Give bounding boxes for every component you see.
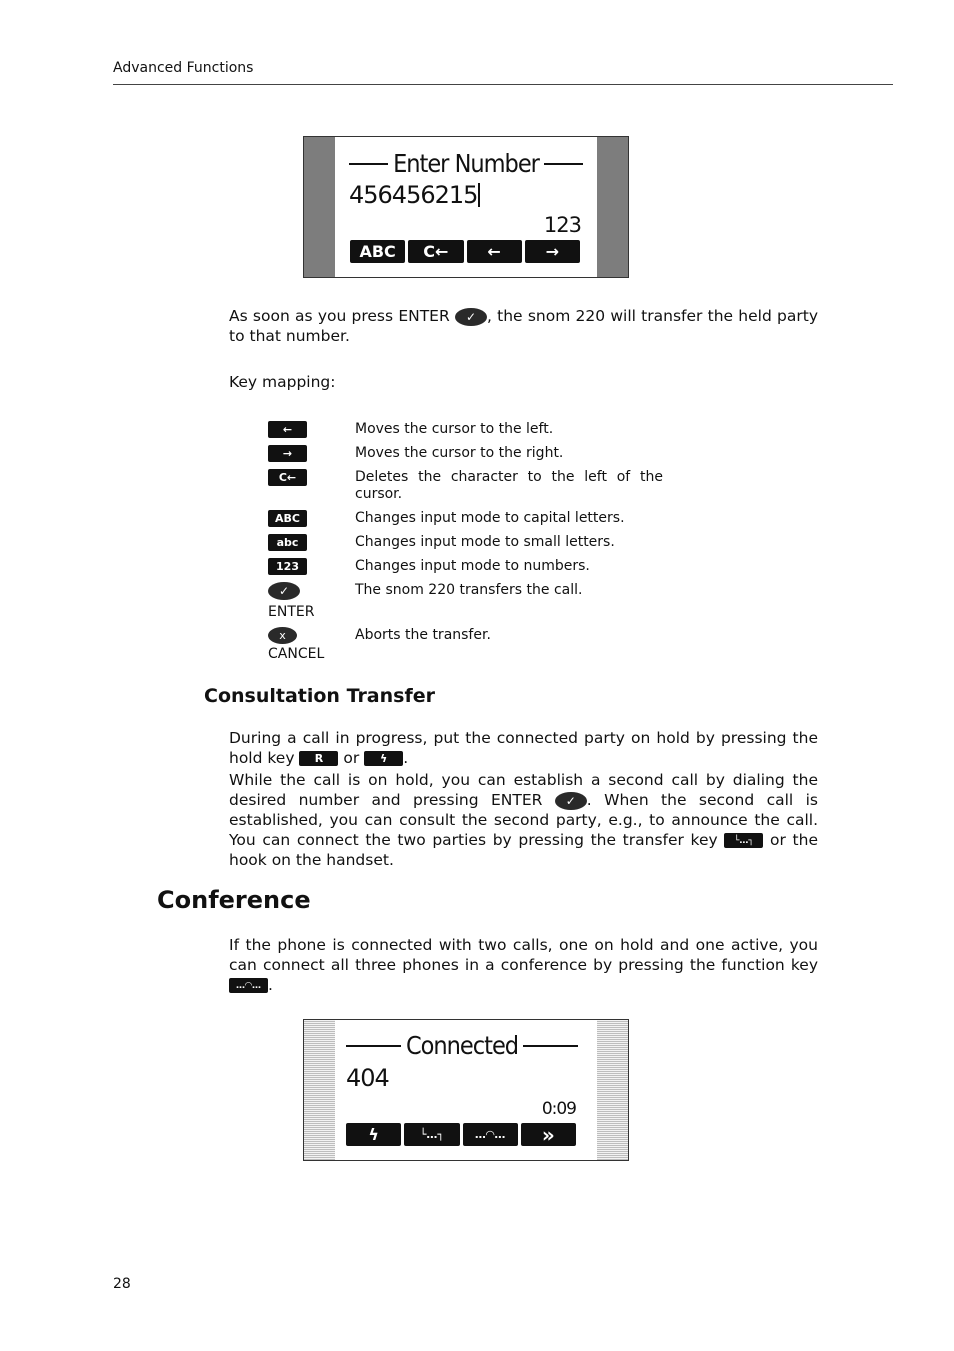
softkey-right-arrow[interactable]: →	[525, 240, 580, 263]
small-abc-key-icon: abc	[268, 534, 307, 551]
connected-number: 404	[346, 1064, 389, 1092]
header-rule	[113, 84, 893, 85]
enter-key-icon: ✓	[555, 792, 587, 810]
hold-key-icon: R	[299, 751, 338, 766]
key-label: ENTER	[268, 604, 315, 620]
screen-title-row	[346, 1031, 578, 1060]
connected-screen	[303, 1019, 629, 1161]
key-description: Aborts the transfer.	[355, 627, 491, 643]
delete-key-icon: C←	[268, 469, 307, 486]
conference-paragraph: If the phone is connected with two calls, one on hold and one active, you can connect all three phones in a conference by pressing the function key …◠… .	[229, 936, 818, 994]
consultation-paragraph-1: During a call in progress, put the connected party on hold by pressing the hold key R or ϟ .	[229, 729, 818, 767]
abc-key-icon: ABC	[268, 510, 307, 527]
screen-right-bezel	[597, 1020, 628, 1160]
numbers-key-icon: 123	[268, 558, 307, 575]
conference-heading: Conference	[157, 886, 311, 914]
entered-number: 456456215	[349, 181, 480, 209]
key-description: Changes input mode to numbers.	[355, 558, 590, 574]
consultation-heading: Consultation Transfer	[204, 685, 435, 707]
softkey-transfer[interactable]: └…┐	[404, 1123, 459, 1146]
key-description: Moves the cursor to the right.	[355, 445, 564, 461]
screen-left-bezel	[304, 137, 335, 277]
right-arrow-key-icon: →	[268, 445, 307, 462]
enter-number-screen	[303, 136, 629, 278]
conference-key-icon: …◠…	[229, 978, 268, 993]
softkey-bar	[350, 240, 580, 263]
key-description: Changes input mode to capital letters.	[355, 510, 625, 526]
transfer-key-icon: └…┐	[724, 833, 763, 848]
enter-key-icon: ✓	[268, 582, 300, 600]
screen-title-row	[349, 149, 583, 178]
softkey-left-arrow[interactable]: ←	[467, 240, 522, 263]
screen-right-bezel	[597, 137, 628, 277]
running-header: Advanced Functions	[113, 60, 254, 76]
screen-title: Connected	[405, 1031, 519, 1060]
key-description: Moves the cursor to the left.	[355, 421, 554, 437]
flash-key-icon: ϟ	[364, 751, 403, 766]
key-label: CANCEL	[268, 646, 325, 662]
enter-key-icon: ✓	[455, 308, 487, 326]
softkey-hold[interactable]: ϟ	[346, 1123, 401, 1146]
key-description: Changes input mode to small letters.	[355, 534, 615, 550]
call-timer: 0:09	[541, 1099, 576, 1119]
softkey-conference[interactable]: …◠…	[463, 1123, 518, 1146]
key-description: The snom 220 transfers the call.	[355, 582, 583, 598]
softkey-more[interactable]: »	[521, 1123, 576, 1146]
screen-title: Enter Number	[393, 149, 539, 178]
screen-left-bezel	[304, 1020, 335, 1160]
softkey-abc[interactable]: ABC	[350, 240, 405, 263]
page-number: 28	[113, 1276, 131, 1292]
key-description: Deletes the character to the left of the cursor.	[355, 469, 663, 502]
enter-paragraph: As soon as you press ENTER ✓ , the snom 220 will transfer the held party to that number.	[229, 307, 818, 345]
key-mapping-label: Key mapping:	[229, 373, 336, 391]
softkey-bar	[346, 1123, 576, 1146]
input-mode-indicator: 123	[543, 213, 581, 237]
left-arrow-key-icon: ←	[268, 421, 307, 438]
cursor-caret	[478, 183, 480, 207]
softkey-delete[interactable]: C←	[408, 240, 463, 263]
cancel-key-icon: x	[268, 627, 297, 644]
consultation-paragraph-2: While the call is on hold, you can establish a second call by dialing the desired number and pressing ENTER ✓ . When the second call is established, you can consult the second party, e.g., to announce the call. You can connect the two parties by pressing the transfer key └…┐ or the hook on the handset.	[229, 771, 818, 869]
